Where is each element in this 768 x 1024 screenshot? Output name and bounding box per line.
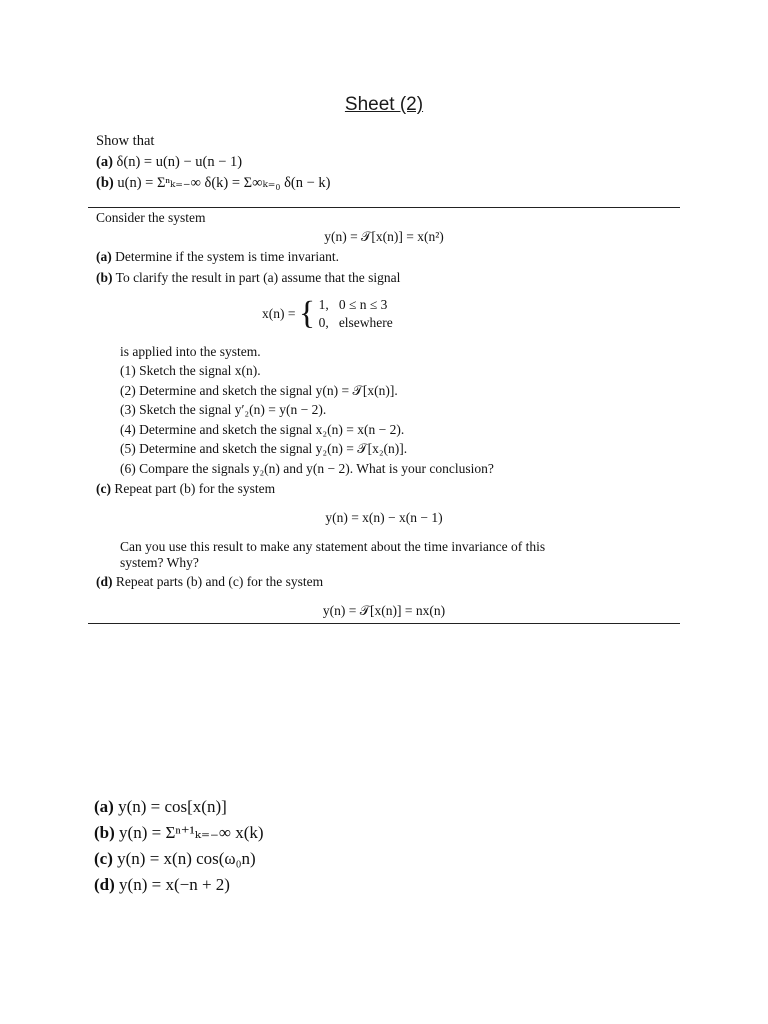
bottom-item-c	[94, 849, 256, 869]
step-4: (4) Determine and sketch the signal x₂(n) = x(n − 2).	[120, 422, 405, 437]
system-item-d	[96, 574, 323, 590]
item-text: Repeat part (b) for the system	[114, 481, 276, 496]
step-3: (3) Sketch the signal y′₂(n) = y(n − 2).	[120, 402, 327, 417]
step-5: (5) Determine and sketch the signal y₂(n) = 𝒯[x₂(n)].	[120, 441, 408, 456]
item-label: (b)	[96, 175, 114, 191]
item-equation: y(n) = Σⁿ⁺¹ₖ₌₋∞ x(k)	[119, 823, 264, 842]
item-label: (c)	[94, 849, 113, 868]
step-2: (2) Determine and sketch the signal y(n) = 𝒯[x(n)].	[120, 383, 398, 398]
d-equation: y(n) = 𝒯[x(n)] = nx(n)	[322, 603, 446, 618]
bottom-item-a	[94, 797, 227, 817]
case-value: 1,	[318, 297, 329, 312]
brace-icon: {	[298, 295, 316, 332]
item-label: (a)	[96, 154, 113, 170]
item-text: Determine if the system is time invariant.	[115, 249, 339, 264]
c-equation: y(n) = x(n) − x(n − 1)	[325, 510, 443, 525]
item-text: Repeat parts (b) and (c) for the system	[115, 574, 324, 589]
case-condition: 0 ≤ n ≤ 3	[338, 297, 388, 312]
item-equation: δ(n) = u(n) − u(n − 1)	[116, 154, 243, 170]
signal-lhs: x(n) =	[262, 306, 296, 321]
system-item-b	[96, 270, 400, 286]
bottom-item-b	[94, 823, 264, 843]
divider-bottom	[88, 623, 680, 624]
show-that-item-a	[96, 154, 242, 171]
item-equation: y(n) = cos[x(n)]	[118, 797, 227, 816]
item-label: (a)	[94, 797, 114, 816]
item-equation: y(n) = x(n) cos(ω₀n)	[117, 849, 256, 868]
c-question-line-1: Can you use this result to make any statement about the time invariance of this	[120, 539, 546, 554]
item-label: (d)	[94, 875, 115, 894]
item-equation: u(n) = Σⁿₖ₌₋∞ δ(k) = Σ∞ₖ₌₀ δ(n − k)	[117, 175, 331, 191]
applied-text: is applied into the system.	[120, 344, 261, 359]
step-6: (6) Compare the signals y₂(n) and y(n − 2). What is your conclusion?	[120, 461, 494, 476]
item-label: (a)	[96, 249, 112, 264]
show-that-item-b	[96, 175, 331, 192]
signal-cases	[319, 296, 393, 332]
system-item-a	[96, 249, 339, 265]
divider-top	[88, 207, 680, 208]
c-question-line-2: system? Why?	[120, 555, 199, 570]
step-1: (1) Sketch the signal x(n).	[120, 363, 261, 378]
system-item-c	[96, 481, 275, 497]
item-text: To clarify the result in part (a) assume that the signal	[115, 270, 401, 285]
show-that-intro: Show that	[96, 133, 155, 149]
case-value: 0,	[318, 315, 329, 330]
system-equation: y(n) = 𝒯[x(n)] = x(n²)	[324, 229, 444, 244]
item-equation: y(n) = x(−n + 2)	[119, 875, 230, 894]
signal-definition	[262, 296, 393, 332]
item-label: (b)	[94, 823, 115, 842]
system-intro: Consider the system	[96, 210, 206, 225]
item-label: (c)	[96, 481, 111, 496]
case-condition: elsewhere	[338, 315, 393, 330]
item-label: (d)	[96, 574, 113, 589]
page-title: Sheet (2)	[344, 94, 424, 115]
bottom-item-d	[94, 875, 230, 895]
item-label: (b)	[96, 270, 113, 285]
